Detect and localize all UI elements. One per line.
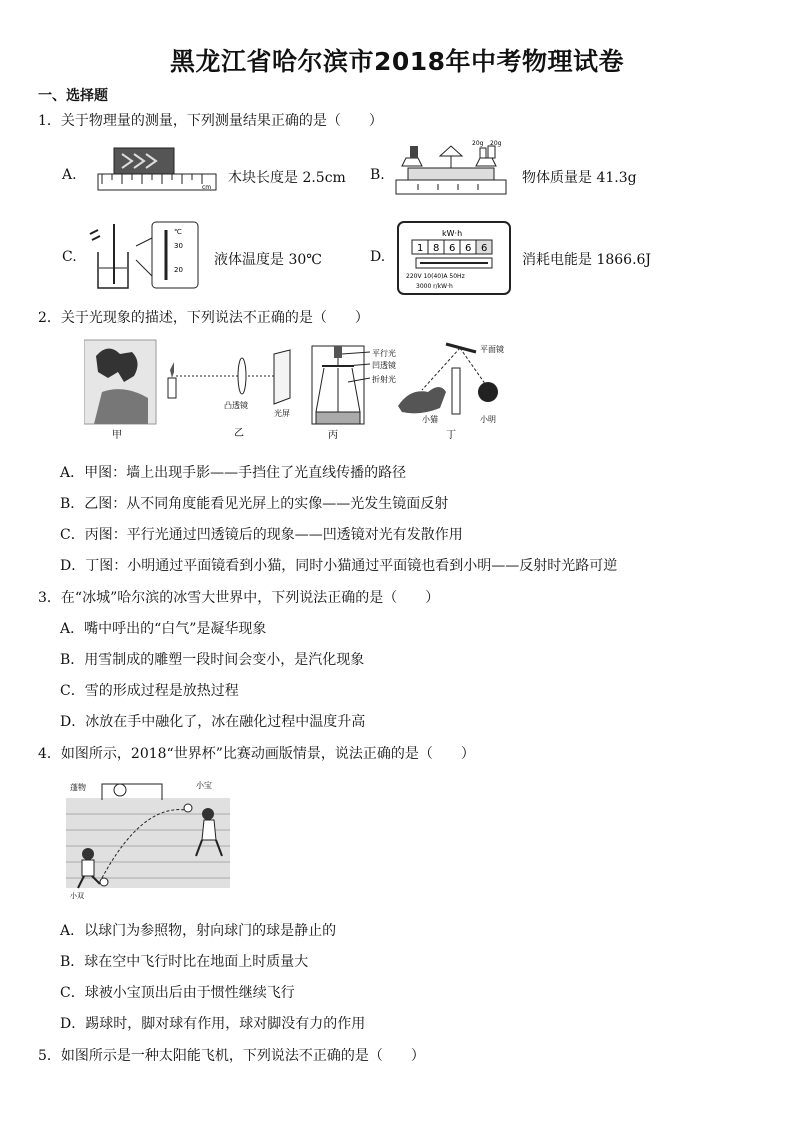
label-kitten: 小猫 xyxy=(422,415,438,424)
balance-figure xyxy=(388,138,516,202)
meter-digit-1: 1 xyxy=(417,243,424,254)
ruler-figure xyxy=(84,140,218,196)
question-5-stem: 5．如图所示是一种太阳能飞机，下列说法不正确的是（ ） xyxy=(38,1048,425,1064)
q2-option-b: B．乙图：从不同角度能看见光屏上的实像——光发生镜面反射 xyxy=(60,496,449,512)
label-jia: 甲 xyxy=(112,430,122,441)
q2-option-d: D．丁图：小明通过平面镜看到小猫，同时小猫通过平面镜也看到小明——反射时光路可逆 xyxy=(60,558,618,574)
label-ding: 丁 xyxy=(446,430,456,441)
q1-option-a-letter: A. xyxy=(62,167,77,183)
label-yi: 乙 xyxy=(234,428,244,439)
q1-option-b-text: 物体质量是 41.3g xyxy=(522,170,637,186)
meter-digit-5: 6 xyxy=(481,243,488,254)
thermo-mark-20: 20 xyxy=(174,266,183,274)
question-3-stem: 3．在“冰城”哈尔滨的冰雪大世界中，下列说法正确的是（ ） xyxy=(38,590,440,606)
thermometer-figure xyxy=(84,216,206,296)
q1-option-a-text: 木块长度是 2.5cm xyxy=(228,170,346,186)
label-goal: 蓬物 xyxy=(70,783,86,792)
q2-option-c: C．丙图：平行光通过凹透镜后的现象——凹透镜对光有发散作用 xyxy=(60,527,463,543)
exam-title: 黑龙江省哈尔滨市2018年中考物理试卷 xyxy=(169,47,625,76)
q4-option-b: B．球在空中飞行时比在地面上时质量大 xyxy=(60,954,309,970)
ruler-unit-label: cm xyxy=(202,184,212,191)
q1-option-d-letter: D. xyxy=(370,249,386,265)
label-xiaoming: 小明 xyxy=(480,415,496,424)
thermo-mark-30: 30 xyxy=(174,242,183,250)
meter-digit-2: 8 xyxy=(433,243,440,254)
q4-option-a: A．以球门为参照物，射向球门的球是静止的 xyxy=(60,923,337,939)
q3-option-c: C．雪的形成过程是放热过程 xyxy=(60,683,239,699)
meter-unit: kW·h xyxy=(442,229,463,238)
q1-option-c-text: 液体温度是 30℃ xyxy=(214,252,322,268)
question-2-stem: 2．关于光现象的描述，下列说法不正确的是（ ） xyxy=(38,310,369,326)
meter-digit-3: 6 xyxy=(449,243,456,254)
q3-option-d: D．冰放在手中融化了，冰在融化过程中温度升高 xyxy=(60,714,366,730)
label-screen: 光屏 xyxy=(274,409,290,418)
energy-meter-figure xyxy=(394,218,514,298)
q3-option-b: B．用雪制成的雕塑一段时间会变小，是汽化现象 xyxy=(60,652,365,668)
q1-option-b-letter: B. xyxy=(370,167,385,183)
q1-option-d-text: 消耗电能是 1866.6J xyxy=(522,252,652,268)
light-phenomena-figure xyxy=(84,332,514,444)
label-xiaoshuang: 小双 xyxy=(70,892,84,900)
question-1-stem: 1．关于物理量的测量，下列测量结果正确的是（ ） xyxy=(38,113,383,129)
section-heading: 一、选择题 xyxy=(38,88,108,104)
label-bing: 丙 xyxy=(328,430,338,441)
weight-label-2: 20g xyxy=(490,140,502,147)
label-convex-lens: 凸透镜 xyxy=(224,401,248,410)
label-plane-mirror: 平面镜 xyxy=(480,345,504,354)
question-4-stem: 4．如图所示，2018“世界杯”比赛动画版情景，说法正确的是（ ） xyxy=(38,746,475,762)
world-cup-figure xyxy=(62,774,234,900)
meter-spec-1: 220V 10(40)A 50Hz xyxy=(406,273,465,280)
label-refracted-light: 折射光 xyxy=(372,375,396,384)
meter-digit-4: 6 xyxy=(465,243,472,254)
weight-label-1: 20g xyxy=(472,140,484,147)
q3-option-a: A．嘴中呼出的“白气”是凝华现象 xyxy=(60,621,267,637)
thermo-unit: ℃ xyxy=(174,228,182,236)
label-concave-lens: 凹透镜 xyxy=(372,361,396,370)
label-xiaobao: 小宝 xyxy=(196,781,212,790)
meter-spec-2: 3000 r/kW·h xyxy=(416,283,453,290)
q4-option-d: D．踢球时，脚对球有作用，球对脚没有力的作用 xyxy=(60,1016,366,1032)
q4-option-c: C．球被小宝顶出后由于惯性继续飞行 xyxy=(60,985,295,1001)
label-parallel-light: 平行光 xyxy=(372,349,396,358)
q2-option-a: A．甲图：墙上出现手影——手挡住了光直线传播的路径 xyxy=(60,465,407,481)
q1-option-c-letter: C. xyxy=(62,249,77,265)
